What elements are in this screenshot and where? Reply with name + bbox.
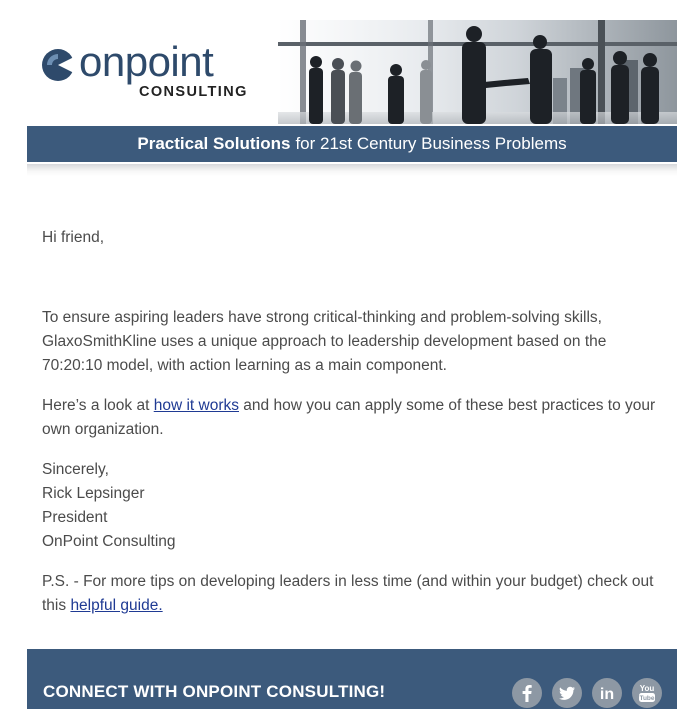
intro-paragraph: To ensure aspiring leaders have strong critical-thinking and problem-solving skills, GlaxoSmithKline uses a unique approach to leadership development based on the 70:20:10 model, with action learning as a main component.: [42, 309, 607, 374]
tagline-banner: [27, 126, 677, 162]
ps-before: P.S. - For more tips on developing leaders in less time (and within your budget) check out this: [42, 573, 654, 614]
intro-paragraph-block: [42, 306, 662, 378]
tagline-text: for 21st Century Business Problems: [295, 134, 567, 153]
logo-subtitle: CONSULTING: [139, 84, 248, 100]
greeting: Hi friend,: [42, 229, 105, 246]
onpoint-logo[interactable]: [41, 38, 271, 104]
email-footer: [27, 649, 677, 709]
signature-name: Rick Lepsinger: [42, 485, 145, 502]
email-header: [27, 20, 677, 124]
helpful-guide-link[interactable]: helpful guide.: [70, 597, 163, 614]
facebook-icon[interactable]: [512, 678, 542, 708]
youtube-icon[interactable]: [632, 678, 662, 708]
hero-illustration: [278, 20, 677, 124]
youtube-glyph-top: You: [639, 684, 655, 693]
linkedin-glyph: in: [599, 686, 615, 703]
twitter-icon[interactable]: [552, 678, 582, 708]
signature-block: [42, 458, 662, 554]
linkedin-icon[interactable]: [592, 678, 622, 708]
signoff: Sincerely,: [42, 461, 109, 478]
how-it-works-link[interactable]: how it works: [153, 397, 239, 414]
youtube-glyph-bottom: Tube: [639, 695, 655, 702]
signature-company: OnPoint Consulting: [42, 533, 176, 550]
signature-title: President: [42, 509, 108, 526]
banner-shadow-divider: [27, 164, 677, 176]
greeting-block: [42, 226, 662, 250]
hero-image-business-handshake: [278, 20, 677, 124]
how-it-works-paragraph: [42, 394, 662, 442]
tagline-bold: Practical Solutions: [137, 134, 291, 153]
para2-before: Here’s a look at: [42, 397, 154, 414]
how-it-works-paragraph-block: [42, 394, 662, 442]
email-container: [27, 0, 677, 709]
footer-connect-title: CONNECT WITH ONPOINT CONSULTING!: [43, 682, 386, 701]
para2-after: and how you can apply some of these best practices to your own organization.: [42, 397, 656, 438]
logo-mark-icon: [41, 48, 75, 82]
logo-wordmark: onpoint: [79, 38, 214, 85]
ps-paragraph-block: [42, 570, 662, 618]
ps-paragraph: [42, 570, 662, 618]
